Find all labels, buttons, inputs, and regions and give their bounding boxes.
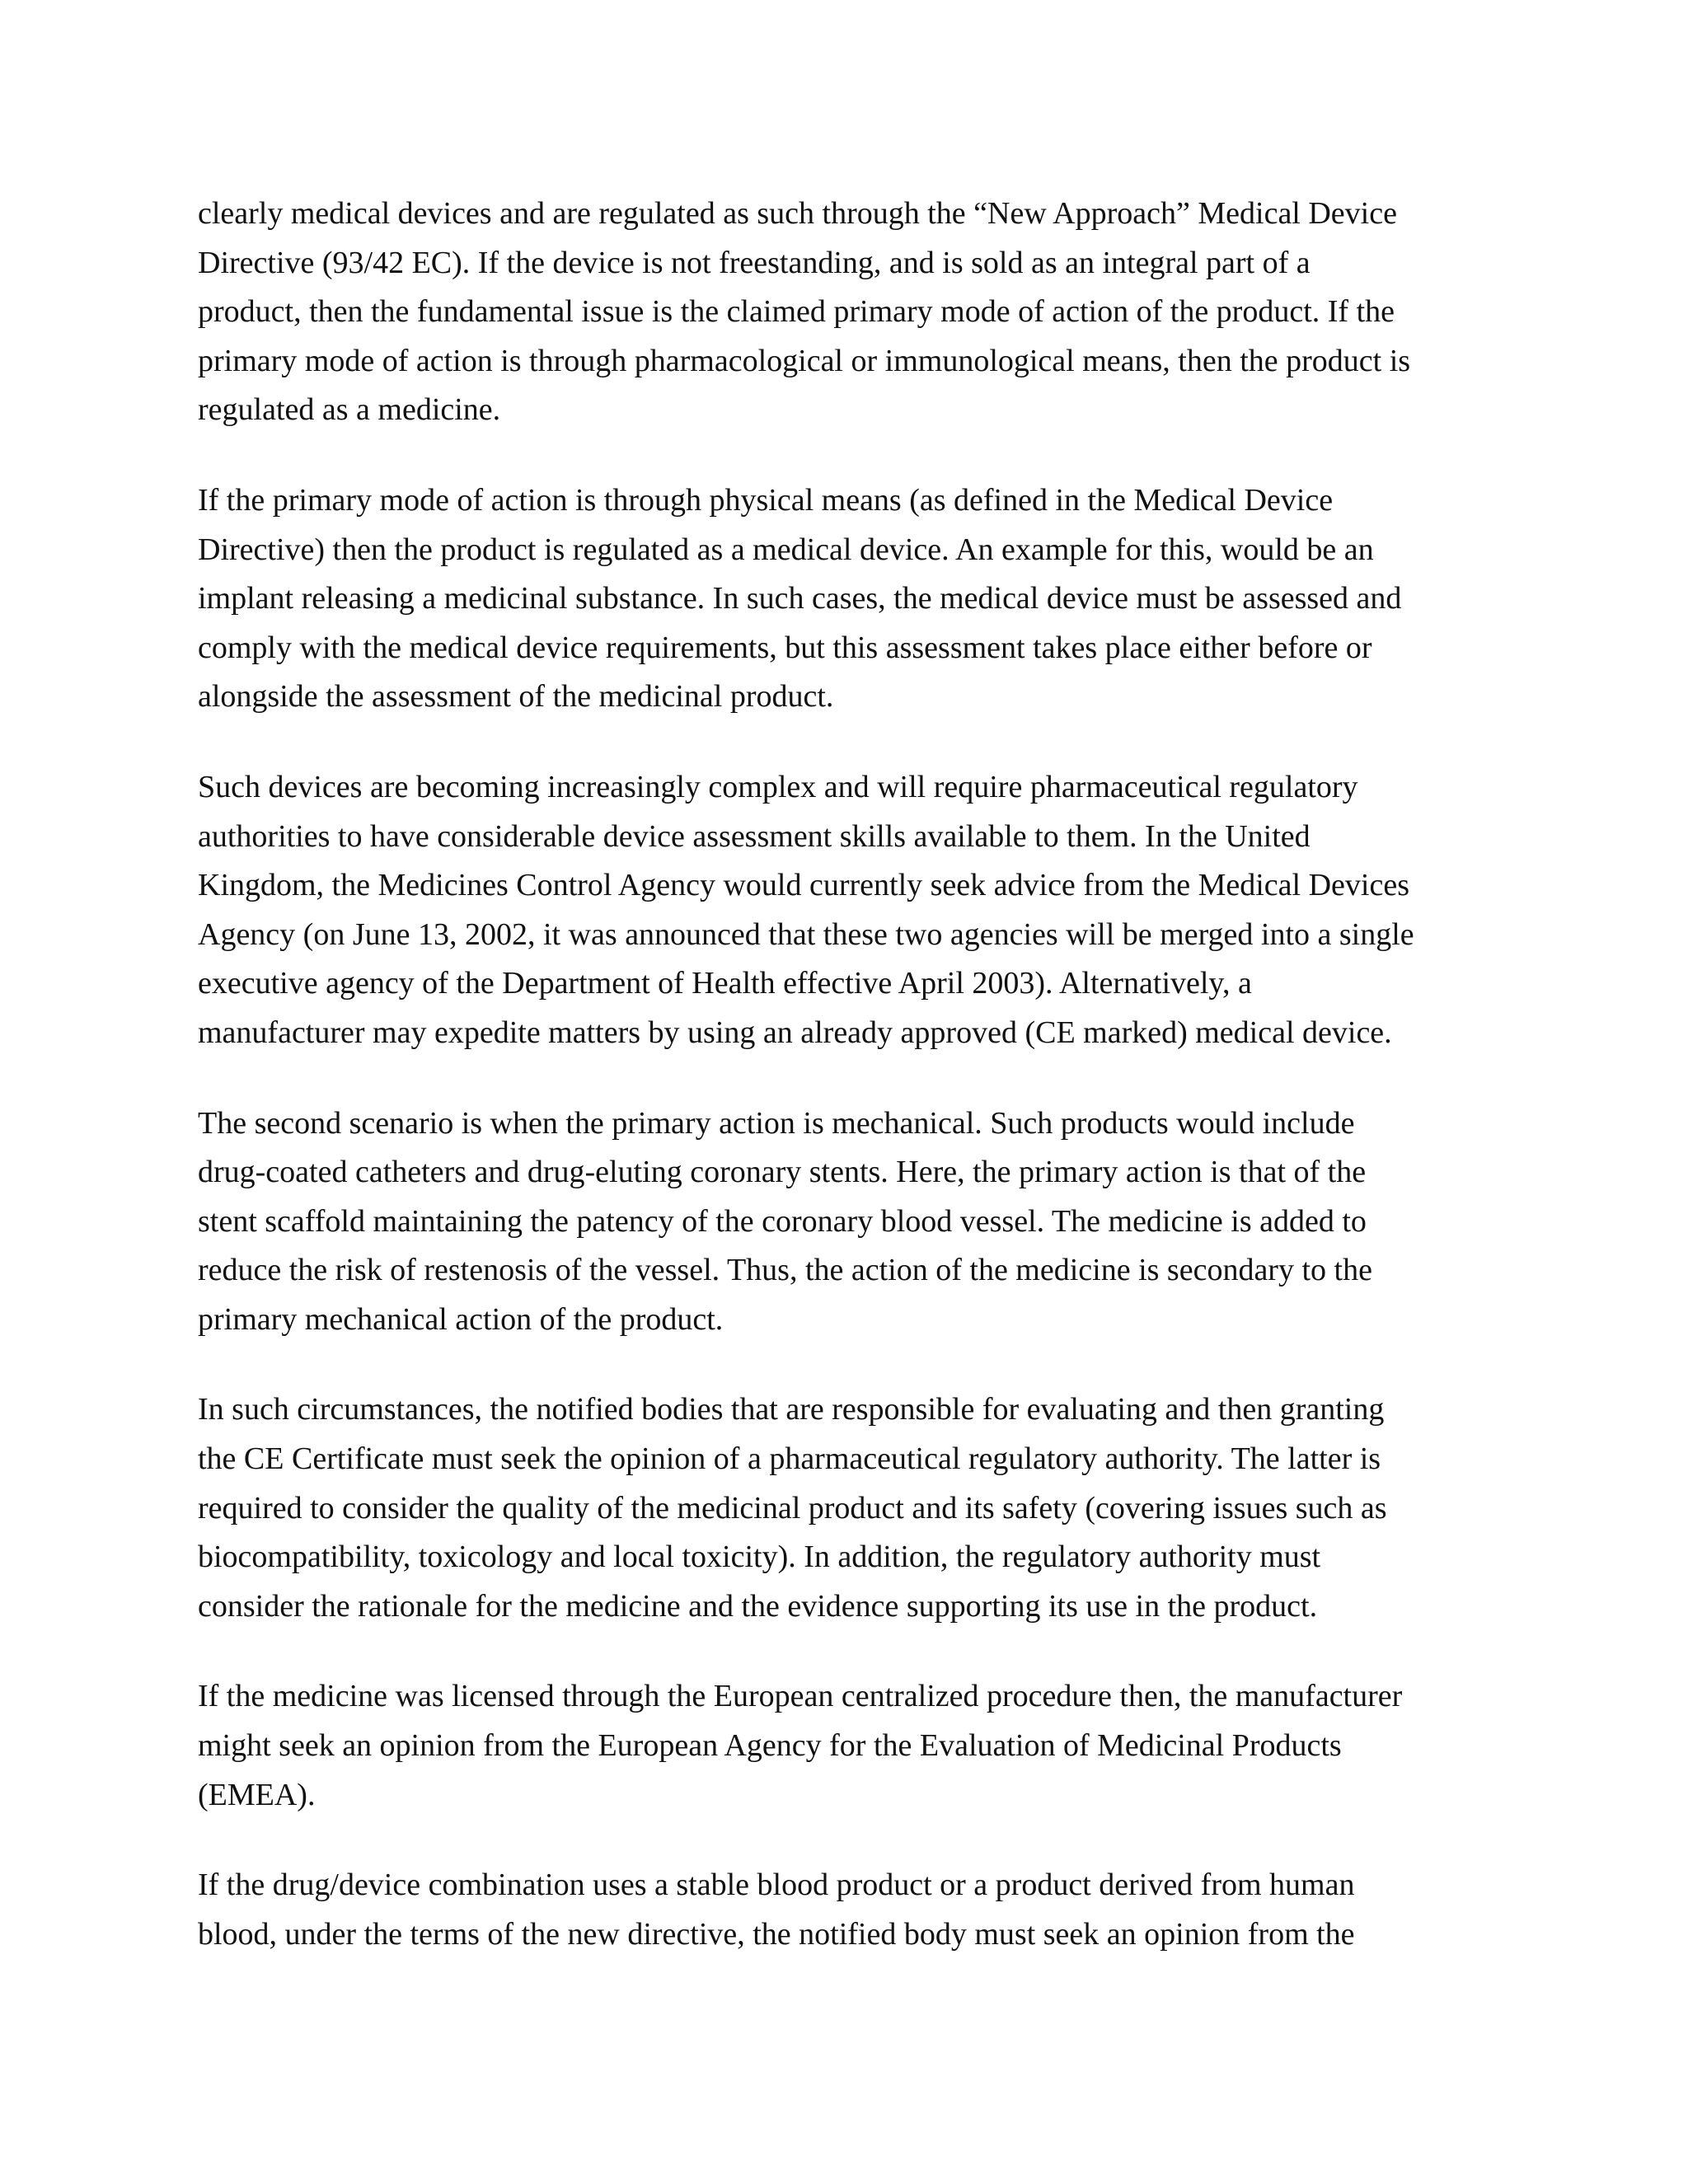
text-line: (EMEA). — [198, 1777, 316, 1812]
text-line: product, then the fundamental issue is the claimed primary mode of action of the product. If the — [198, 294, 1395, 330]
text-line: If the drug/device combination uses a stable blood product or a product derived from human — [198, 1868, 1355, 1903]
text-line: Agency (on June 13, 2002, it was announced that these two agencies will be merged into a single — [198, 916, 1414, 952]
text-line: primary mode of action is through pharmacological or immunological means, then the product is — [198, 343, 1411, 378]
text-line: authorities to have considerable device assessment skills available to them. In the United — [198, 818, 1311, 854]
text-line: Directive (93/42 EC). If the device is not freestanding, and is sold as an integral part of a — [198, 245, 1311, 280]
text-line: required to consider the quality of the medicinal product and its safety (covering issues such as — [198, 1490, 1387, 1526]
paragraph-4 — [198, 1099, 1484, 1345]
text-line: blood, under the terms of the new directive, the notified body must seek an opinion from the — [198, 1916, 1355, 1952]
text-line: alongside the assessment of the medicinal product. — [198, 679, 834, 715]
text-line: might seek an opinion from the European Agency for the Evaluation of Medicinal Products — [198, 1728, 1342, 1764]
text-line: In such circumstances, the notified bodies that are responsible for evaluating and then granting — [198, 1392, 1385, 1427]
text-line: manufacturer may expedite matters by using an already approved (CE marked) medical device. — [198, 1015, 1392, 1050]
text-line: stent scaffold maintaining the patency of the coronary blood vessel. The medicine is added to — [198, 1203, 1367, 1239]
text-line: regulated as a medicine. — [198, 392, 501, 428]
text-line: reduce the risk of restenosis of the vessel. Thus, the action of the medicine is secondary to the — [198, 1253, 1372, 1288]
text-line: comply with the medical device requirements, but this assessment takes place either before or — [198, 630, 1372, 665]
text-line: implant releasing a medicinal substance. In such cases, the medical device must be assessed and — [198, 581, 1402, 616]
paragraph-1 — [198, 190, 1484, 435]
text-line: Directive) then the product is regulated as a medical device. An example for this, would be an — [198, 532, 1374, 567]
text-line: If the primary mode of action is through physical means (as defined in the Medical Device — [198, 482, 1334, 518]
text-line: clearly medical devices and are regulated as such through the “New Approach” Medical Device — [198, 196, 1397, 231]
paragraph-2 — [198, 476, 1484, 722]
paragraph-3 — [198, 763, 1484, 1058]
paragraph-7 — [198, 1861, 1484, 1959]
text-line: executive agency of the Department of Health effective April 2003). Alternatively, a — [198, 966, 1252, 1001]
text-line: the CE Certificate must seek the opinion of a pharmaceutical regulatory authority. The latter is — [198, 1441, 1381, 1477]
text-line: drug-coated catheters and drug-eluting coronary stents. Here, the primary action is that of the — [198, 1155, 1367, 1190]
text-line: Such devices are becoming increasingly complex and will require pharmaceutical regulatory — [198, 769, 1358, 804]
text-line: primary mechanical action of the product. — [198, 1301, 724, 1337]
paragraph-5 — [198, 1385, 1484, 1631]
text-line: biocompatibility, toxicology and local toxicity). In addition, the regulatory authority must — [198, 1540, 1321, 1575]
text-line: consider the rationale for the medicine and the evidence supporting its use in the product. — [198, 1588, 1318, 1624]
paragraph-6 — [198, 1672, 1484, 1820]
text-line: Kingdom, the Medicines Control Agency would currently seek advice from the Medical Devices — [198, 868, 1409, 903]
text-line: If the medicine was licensed through the European centralized procedure then, the manufacturer — [198, 1679, 1403, 1714]
document-body — [198, 190, 1484, 1959]
text-line: The second scenario is when the primary action is mechanical. Such products would include — [198, 1105, 1355, 1141]
